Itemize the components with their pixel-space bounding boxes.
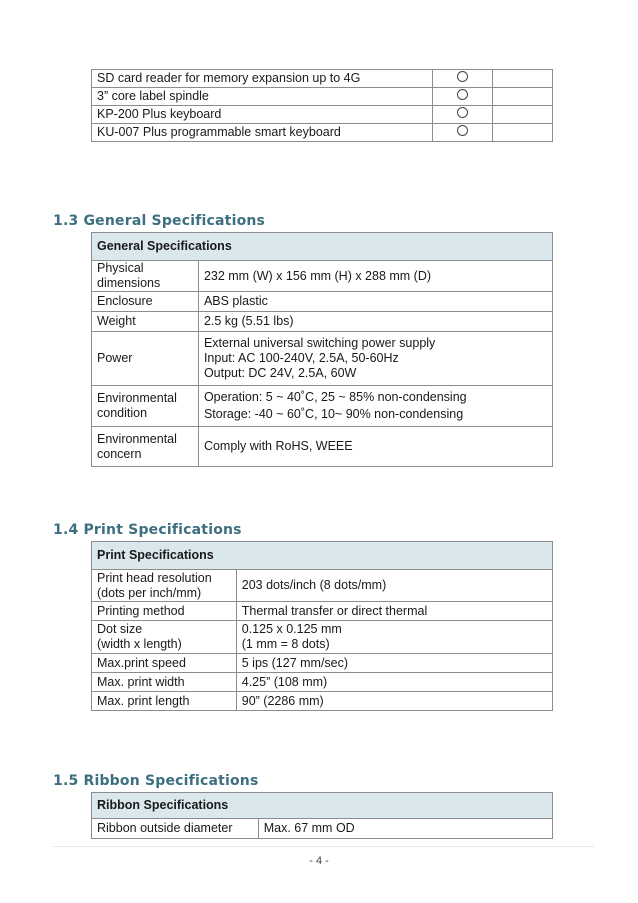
option-label: KP-200 Plus keyboard — [92, 106, 433, 124]
spec-row — [92, 332, 553, 386]
spec-value-line: External universal switching power supply — [203, 336, 436, 350]
footer-divider — [53, 846, 594, 847]
spec-label — [92, 602, 237, 621]
spec-value-line: 203 dots/inch (8 dots/mm) — [241, 578, 387, 592]
option-mark-cell — [433, 88, 493, 106]
options-row — [92, 70, 553, 88]
option-empty-cell — [493, 88, 553, 106]
circle-icon — [457, 71, 468, 82]
spec-label-line: Print head resolution — [97, 570, 212, 585]
spec-label-line: condition — [97, 406, 148, 420]
spec-label — [92, 261, 199, 292]
spec-label — [92, 673, 237, 692]
circle-icon — [457, 89, 468, 100]
spec-label — [92, 386, 199, 427]
option-empty-cell — [493, 70, 553, 88]
spec-label — [92, 427, 199, 467]
spec-row — [92, 261, 553, 292]
spec-label-line: Physical — [97, 261, 144, 275]
spec-label — [92, 621, 237, 654]
option-label: KU-007 Plus programmable smart keyboard — [92, 124, 433, 142]
spec-row — [92, 602, 553, 621]
spec-value — [236, 673, 552, 692]
spec-value-line: Max. 67 mm OD — [263, 821, 355, 835]
spec-label-line: Environmental — [97, 391, 177, 405]
spec-value — [198, 261, 552, 292]
spec-label-line: Dot size — [97, 622, 143, 636]
spec-row — [92, 427, 553, 467]
spec-label-line: Max. print length — [97, 693, 190, 708]
general-specs-table-title: General Specifications — [92, 233, 553, 261]
spec-row — [92, 819, 553, 839]
options-row — [92, 88, 553, 106]
spec-row — [92, 312, 553, 332]
spec-row — [92, 386, 553, 427]
spec-value-line: 4.25” (108 mm) — [241, 674, 328, 689]
spec-value-line: 2.5 kg (5.51 lbs) — [203, 314, 294, 328]
spec-value — [198, 427, 552, 467]
spec-value-line: Comply with RoHS, WEEE — [203, 439, 353, 453]
spec-label — [92, 654, 237, 673]
spec-label-line: concern — [97, 446, 142, 461]
general-specs-table — [91, 232, 553, 467]
spec-label-line: Printing method — [97, 603, 185, 618]
spec-value — [198, 386, 552, 427]
spec-value-line: Operation: 5 ~ 40˚C, 25 ~ 85% non-condensing — [203, 390, 467, 404]
spec-label-line: (dots per inch/mm) — [97, 585, 202, 600]
spec-value — [198, 292, 552, 312]
options-row — [92, 124, 553, 142]
spec-label — [92, 292, 199, 312]
ribbon-specs-table — [91, 792, 553, 839]
circle-icon — [457, 107, 468, 118]
general-specs-heading: 1.3 General Specifications — [53, 213, 266, 229]
option-mark-cell — [433, 70, 493, 88]
spec-value — [236, 621, 552, 654]
spec-label-line: Max.print speed — [97, 655, 186, 670]
spec-row — [92, 673, 553, 692]
option-mark-cell — [433, 106, 493, 124]
spec-value-line: 5 ips (127 mm/sec) — [241, 655, 349, 670]
option-label: SD card reader for memory expansion up to 4G — [92, 70, 433, 88]
spec-label-line: Enclosure — [97, 294, 153, 308]
spec-row — [92, 692, 553, 711]
ribbon-specs-table-title: Ribbon Specifications — [92, 793, 553, 819]
options-row — [92, 106, 553, 124]
spec-label-line: Power — [97, 351, 133, 365]
print-specs-table — [91, 541, 553, 711]
spec-label-line: Weight — [97, 314, 136, 328]
circle-icon — [457, 125, 468, 136]
spec-row — [92, 654, 553, 673]
option-label: 3” core label spindle — [92, 88, 433, 106]
spec-label — [92, 332, 199, 386]
spec-label-line: Environmental — [97, 431, 177, 446]
spec-value-line: 0.125 x 0.125 mm — [241, 622, 342, 636]
option-empty-cell — [493, 106, 553, 124]
print-specs-table-title: Print Specifications — [92, 542, 553, 570]
spec-value-line: 232 mm (W) x 156 mm (H) x 288 mm (D) — [203, 268, 432, 283]
print-specs-heading: 1.4 Print Specifications — [53, 522, 242, 538]
ribbon-specs-heading: 1.5 Ribbon Specifications — [53, 773, 259, 789]
spec-label-line: (width x length) — [97, 637, 182, 651]
spec-value — [236, 692, 552, 711]
option-empty-cell — [493, 124, 553, 142]
spec-row — [92, 292, 553, 312]
spec-value — [258, 819, 552, 839]
spec-value — [236, 602, 552, 621]
spec-value-line: (1 mm = 8 dots) — [241, 637, 330, 651]
spec-value-line: 90” (2286 mm) — [241, 693, 324, 708]
spec-label — [92, 819, 259, 839]
spec-value-line: Input: AC 100-240V, 2.5A, 50-60Hz — [203, 351, 399, 365]
spec-value-line: Output: DC 24V, 2.5A, 60W — [203, 366, 357, 380]
spec-label — [92, 692, 237, 711]
spec-value-line: Thermal transfer or direct thermal — [241, 603, 428, 618]
spec-value — [198, 312, 552, 332]
spec-row — [92, 621, 553, 654]
spec-label — [92, 312, 199, 332]
spec-row — [92, 570, 553, 602]
spec-value — [236, 570, 552, 602]
spec-label — [92, 570, 237, 602]
spec-value — [236, 654, 552, 673]
spec-label-line: Ribbon outside diameter — [97, 821, 233, 835]
page-number: - 4 - — [309, 855, 329, 867]
spec-value-line: ABS plastic — [203, 294, 268, 308]
options-table — [91, 69, 553, 142]
spec-value-line: Storage: -40 ~ 60˚C, 10~ 90% non-condensing — [203, 407, 464, 421]
option-mark-cell — [433, 124, 493, 142]
spec-label-line: dimensions — [97, 276, 161, 290]
spec-label-line: Max. print width — [97, 674, 185, 689]
spec-value — [198, 332, 552, 386]
